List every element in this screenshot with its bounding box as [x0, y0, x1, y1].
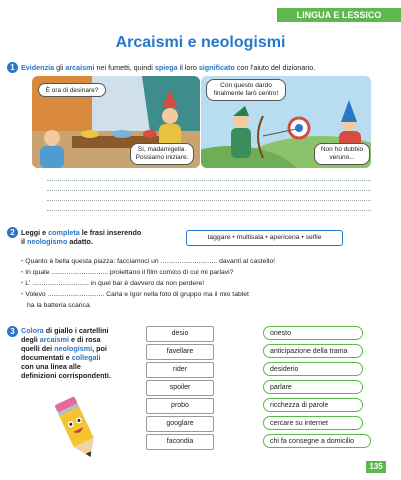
exercise-3-number: 3 [7, 326, 18, 337]
exercise-3-instruction: Colora di giallo i cartellini degli arcaismi e di rosa quelli dei neologismi, poi documentati e collegali con una linea alle definizioni corrispondenti. [21, 326, 111, 380]
answer-line[interactable] [47, 180, 371, 181]
sentence-3[interactable]: • L' .............................. in quel bar è davvero da non perdere! [21, 280, 205, 287]
sentence-2[interactable]: • In quale .............................. proiettano il film comico di cui mi parlavi? [21, 269, 234, 276]
speech-bubble-4: Non ho dubbio veruno... [314, 143, 370, 165]
definition-card[interactable]: onesto [263, 326, 363, 340]
term-card[interactable]: spoiler [146, 380, 214, 396]
exercise-2-number: 2 [7, 227, 18, 238]
speech-bubble-3: Sì, madamigella. Possiamo iniziare. [130, 143, 194, 165]
definition-card[interactable]: desiderio [263, 362, 363, 376]
exercise-1-instruction: Evidenzia gli arcaismi nei fumetti, quindi spiega il loro significato con l'aiuto del dizionario. [21, 63, 316, 72]
sentence-1[interactable]: • Quanto è bella questa piazza: facciamoci un .............................. davanti al castello! [21, 258, 276, 265]
definition-card[interactable]: ricchezza di parole [263, 398, 363, 412]
answer-line[interactable] [47, 190, 371, 191]
definition-card[interactable]: chi fa consegne a domicilio [263, 434, 371, 448]
pencil-mascot-illustration [52, 392, 102, 464]
definition-card[interactable]: cercare su internet [263, 416, 363, 430]
page-number: 135 [366, 461, 386, 473]
speech-bubble-1: È ora di desinare? [38, 83, 106, 97]
page-title: Arcaismi e neologismi [115, 34, 286, 51]
term-card[interactable]: favellare [146, 344, 214, 360]
answer-line[interactable] [47, 210, 371, 211]
term-card[interactable]: googlare [146, 416, 214, 432]
answer-line[interactable] [47, 200, 371, 201]
exercise-2-instruction: Leggi e completa le frasi inserendo il neologismo adatto. [21, 228, 142, 246]
definition-card[interactable]: parlare [263, 380, 363, 394]
term-card[interactable]: rider [146, 362, 214, 378]
exercise-1-number: 1 [7, 62, 18, 73]
sentence-4-continued: ha la batteria scarica. [27, 302, 92, 309]
term-card[interactable]: facondia [146, 434, 214, 450]
term-card[interactable]: desio [146, 326, 214, 342]
speech-bubble-2: Con questo dardo finalmente farò centro! [206, 79, 286, 101]
sentence-4[interactable]: • Volevo .............................. Carla e Igor nella foto di gruppo ma il mio tablet [21, 291, 249, 298]
definition-card[interactable]: anticipazione della trama [263, 344, 363, 358]
word-bank: taggare • multisala • apericena • selfie [186, 230, 343, 246]
section-band: LINGUA E LESSICO [277, 8, 401, 22]
term-card[interactable]: probo [146, 398, 214, 414]
